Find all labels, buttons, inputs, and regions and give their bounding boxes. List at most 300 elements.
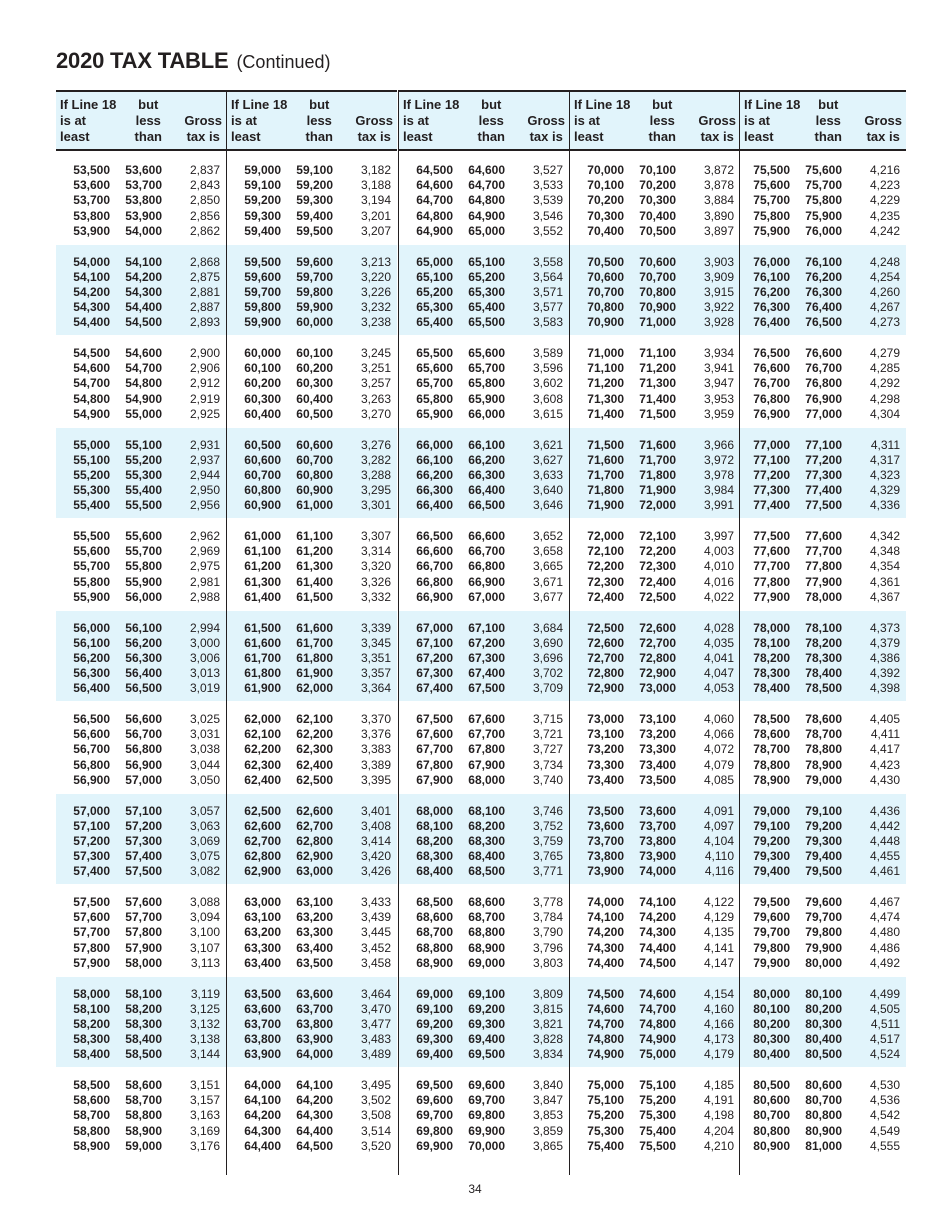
less-than-value: 63,700	[296, 1001, 333, 1016]
at-least-value: 76,400	[753, 315, 790, 330]
table-row	[740, 1093, 906, 1108]
at-least-value: 61,700	[244, 650, 281, 665]
less-than-value: 67,000	[468, 589, 505, 604]
less-than-value: 75,300	[639, 1108, 676, 1123]
less-than-value: 68,800	[468, 925, 505, 940]
at-least-value: 65,900	[416, 406, 453, 421]
table-row	[56, 621, 226, 636]
less-than-value: 77,800	[805, 559, 842, 574]
row-group	[56, 428, 226, 518]
less-than-value: 76,100	[805, 254, 842, 269]
at-least-value: 72,500	[587, 620, 624, 635]
gross-tax-value: 3,464	[360, 986, 391, 1001]
gross-tax-value: 3,941	[703, 361, 734, 376]
at-least-value: 61,200	[244, 559, 281, 574]
gross-tax-value: 3,834	[532, 1047, 563, 1062]
less-than-value: 75,100	[639, 1078, 676, 1092]
at-least-value: 65,100	[416, 269, 453, 284]
less-than-value: 78,700	[805, 727, 842, 742]
table-row	[56, 590, 226, 605]
gross-tax-value: 3,909	[703, 269, 734, 284]
row-group	[399, 153, 569, 243]
gross-tax-value: 4,448	[869, 833, 900, 848]
less-than-value: 71,600	[639, 437, 676, 452]
table-row	[570, 361, 740, 376]
at-least-value: 65,000	[416, 254, 453, 269]
table-row	[399, 1002, 569, 1017]
gross-tax-value: 4,035	[703, 635, 734, 650]
gross-tax-value: 4,041	[703, 650, 734, 665]
at-least-value: 58,700	[73, 1108, 110, 1123]
table-row	[227, 163, 397, 178]
table-row	[740, 941, 906, 956]
table-row	[740, 498, 906, 513]
table-row	[570, 468, 740, 483]
table-row	[56, 804, 226, 819]
at-least-value: 71,700	[587, 467, 624, 482]
less-than-value: 62,300	[296, 742, 333, 757]
at-least-value: 77,900	[753, 589, 790, 604]
row-group	[56, 885, 226, 975]
gross-tax-value: 3,803	[532, 955, 563, 970]
at-least-value: 80,600	[753, 1093, 790, 1108]
less-than-value: 56,500	[125, 681, 162, 696]
at-least-value: 60,000	[244, 346, 281, 360]
at-least-value: 63,600	[244, 1001, 281, 1016]
less-than-value: 62,800	[296, 833, 333, 848]
less-than-value: 66,900	[468, 574, 505, 589]
at-least-value: 57,200	[73, 833, 110, 848]
gross-tax-value: 4,536	[869, 1093, 900, 1108]
column-header	[570, 90, 740, 151]
less-than-value: 63,600	[296, 986, 333, 1001]
less-than-value: 67,800	[468, 742, 505, 757]
table-row	[399, 438, 569, 453]
table-row	[227, 346, 397, 361]
at-least-value: 77,000	[753, 437, 790, 452]
less-than-value: 73,800	[639, 833, 676, 848]
gross-tax-value: 4,047	[703, 666, 734, 681]
at-least-value: 62,200	[244, 742, 281, 757]
less-than-value: 76,500	[805, 315, 842, 330]
at-least-value: 73,400	[587, 772, 624, 787]
at-least-value: 80,700	[753, 1108, 790, 1123]
less-than-value: 65,100	[468, 254, 505, 269]
less-than-value: 73,600	[639, 803, 676, 818]
at-least-value: 63,800	[244, 1032, 281, 1047]
gross-tax-value: 2,925	[189, 406, 220, 421]
gross-tax-value: 3,809	[532, 986, 563, 1001]
less-than-value: 80,900	[805, 1123, 842, 1138]
less-than-value: 75,600	[805, 163, 842, 177]
less-than-value: 57,200	[125, 818, 162, 833]
gross-tax-value: 3,734	[532, 757, 563, 772]
table-row	[399, 819, 569, 834]
less-than-value: 60,100	[296, 346, 333, 360]
less-than-value: 54,300	[125, 284, 162, 299]
at-least-value: 60,700	[244, 467, 281, 482]
less-than-value: 77,700	[805, 544, 842, 559]
gross-tax-value: 4,166	[703, 1016, 734, 1031]
at-least-value: 64,100	[244, 1093, 281, 1108]
at-least-value: 56,100	[73, 635, 110, 650]
header-at-least: If Line 18 is at least	[403, 97, 460, 144]
gross-tax-value: 3,564	[532, 269, 563, 284]
at-least-value: 72,300	[587, 574, 624, 589]
table-row	[570, 712, 740, 727]
gross-tax-value: 4,292	[869, 376, 900, 391]
gross-tax-value: 4,499	[869, 986, 900, 1001]
row-group	[399, 611, 569, 701]
gross-tax-value: 3,038	[189, 742, 220, 757]
table-row	[56, 910, 226, 925]
table-row	[740, 575, 906, 590]
gross-tax-value: 4,147	[703, 955, 734, 970]
table-row	[227, 224, 397, 239]
table-row	[570, 742, 740, 757]
table-row	[570, 1047, 740, 1062]
less-than-value: 55,700	[125, 544, 162, 559]
less-than-value: 70,800	[639, 284, 676, 299]
less-than-value: 79,600	[805, 895, 842, 909]
table-row	[227, 1108, 397, 1123]
less-than-value: 71,000	[639, 315, 676, 330]
at-least-value: 72,900	[587, 681, 624, 696]
at-least-value: 65,500	[416, 346, 453, 360]
less-than-value: 54,600	[125, 346, 162, 360]
at-least-value: 64,800	[416, 208, 453, 223]
at-least-value: 79,100	[753, 818, 790, 833]
table-row	[399, 925, 569, 940]
gross-tax-value: 4,455	[869, 849, 900, 864]
gross-tax-value: 3,050	[189, 772, 220, 787]
row-group	[740, 885, 906, 975]
table-row	[740, 270, 906, 285]
table-row	[399, 987, 569, 1002]
less-than-value: 79,700	[805, 910, 842, 925]
table-row	[740, 621, 906, 636]
less-than-value: 54,900	[125, 391, 162, 406]
less-than-value: 63,300	[296, 925, 333, 940]
table-row	[570, 636, 740, 651]
less-than-value: 58,600	[125, 1078, 162, 1092]
row-group	[56, 702, 226, 792]
less-than-value: 72,800	[639, 650, 676, 665]
table-row	[399, 193, 569, 208]
less-than-value: 62,100	[296, 712, 333, 726]
less-than-value: 70,100	[639, 163, 676, 177]
table-row	[740, 376, 906, 391]
at-least-value: 73,900	[587, 864, 624, 879]
row-group	[570, 977, 740, 1067]
table-row	[227, 834, 397, 849]
table-row	[570, 163, 740, 178]
gross-tax-value: 4,229	[869, 193, 900, 208]
at-least-value: 67,500	[416, 712, 453, 726]
less-than-value: 69,600	[468, 1078, 505, 1092]
table-row	[399, 636, 569, 651]
at-least-value: 76,200	[753, 284, 790, 299]
at-least-value: 60,300	[244, 391, 281, 406]
at-least-value: 66,000	[416, 437, 453, 452]
less-than-value: 68,500	[468, 864, 505, 879]
header-less-than: but less than	[814, 97, 842, 144]
less-than-value: 77,300	[805, 467, 842, 482]
at-least-value: 65,400	[416, 315, 453, 330]
gross-tax-value: 3,746	[532, 803, 563, 818]
table-row	[740, 681, 906, 696]
at-least-value: 69,500	[416, 1078, 453, 1092]
at-least-value: 80,400	[753, 1047, 790, 1062]
row-group	[56, 153, 226, 243]
at-least-value: 65,600	[416, 361, 453, 376]
less-than-value: 76,000	[805, 223, 842, 238]
table-row	[570, 834, 740, 849]
less-than-value: 64,300	[296, 1108, 333, 1123]
gross-tax-value: 3,408	[360, 818, 391, 833]
gross-tax-value: 4,091	[703, 803, 734, 818]
at-least-value: 77,300	[753, 483, 790, 498]
gross-tax-value: 3,665	[532, 559, 563, 574]
less-than-value: 72,200	[639, 544, 676, 559]
at-least-value: 69,000	[416, 986, 453, 1001]
table-row	[56, 163, 226, 178]
less-than-value: 61,500	[296, 589, 333, 604]
at-least-value: 68,200	[416, 833, 453, 848]
gross-tax-value: 2,975	[189, 559, 220, 574]
gross-tax-value: 4,173	[703, 1032, 734, 1047]
less-than-value: 60,800	[296, 467, 333, 482]
less-than-value: 77,100	[805, 437, 842, 452]
table-row	[399, 1124, 569, 1139]
row-group	[56, 519, 226, 609]
at-least-value: 56,400	[73, 681, 110, 696]
row-group	[399, 519, 569, 609]
gross-tax-value: 3,169	[189, 1123, 220, 1138]
gross-tax-value: 3,144	[189, 1047, 220, 1062]
less-than-value: 72,100	[639, 529, 676, 543]
gross-tax-value: 4,110	[704, 849, 734, 864]
at-least-value: 63,300	[244, 940, 281, 955]
table-row	[227, 864, 397, 879]
less-than-value: 58,200	[125, 1001, 162, 1016]
at-least-value: 75,000	[587, 1078, 624, 1092]
table-row	[740, 804, 906, 819]
at-least-value: 57,700	[73, 925, 110, 940]
table-row	[399, 804, 569, 819]
table-row	[570, 575, 740, 590]
gross-tax-value: 3,094	[189, 910, 220, 925]
at-least-value: 74,200	[587, 925, 624, 940]
table-row	[56, 987, 226, 1002]
at-least-value: 67,900	[416, 772, 453, 787]
at-least-value: 59,300	[244, 208, 281, 223]
at-least-value: 61,400	[244, 589, 281, 604]
gross-tax-value: 4,474	[869, 910, 900, 925]
at-least-value: 56,600	[73, 727, 110, 742]
table-row	[740, 834, 906, 849]
header-gross-tax: Gross tax is	[184, 113, 222, 144]
table-row	[227, 483, 397, 498]
less-than-value: 61,900	[296, 666, 333, 681]
table-row	[56, 407, 226, 422]
at-least-value: 63,100	[244, 910, 281, 925]
gross-tax-value: 3,194	[360, 193, 391, 208]
table-row	[227, 621, 397, 636]
at-least-value: 55,000	[73, 437, 110, 452]
table-row	[740, 773, 906, 788]
gross-tax-value: 3,847	[532, 1093, 563, 1108]
less-than-value: 67,600	[468, 712, 505, 726]
gross-tax-value: 2,893	[189, 315, 220, 330]
at-least-value: 59,900	[244, 315, 281, 330]
table-row	[227, 681, 397, 696]
less-than-value: 68,600	[468, 895, 505, 909]
less-than-value: 65,600	[468, 346, 505, 360]
gross-tax-value: 2,950	[189, 483, 220, 498]
gross-tax-value: 3,176	[189, 1138, 220, 1153]
gross-tax-value: 4,480	[869, 925, 900, 940]
less-than-value: 57,000	[125, 772, 162, 787]
table-row	[570, 178, 740, 193]
less-than-value: 75,200	[639, 1093, 676, 1108]
table-row	[570, 666, 740, 681]
less-than-value: 61,000	[296, 498, 333, 513]
row-group	[227, 611, 397, 701]
at-least-value: 61,900	[244, 681, 281, 696]
at-least-value: 56,500	[73, 712, 110, 726]
table-row	[227, 544, 397, 559]
at-least-value: 54,800	[73, 391, 110, 406]
table-row	[570, 193, 740, 208]
row-group	[399, 977, 569, 1067]
gross-tax-value: 2,944	[189, 467, 220, 482]
at-least-value: 75,400	[587, 1138, 624, 1153]
row-group	[740, 428, 906, 518]
table-row	[227, 392, 397, 407]
at-least-value: 80,500	[753, 1078, 790, 1092]
table-row	[227, 636, 397, 651]
table-row	[56, 498, 226, 513]
less-than-value: 62,900	[296, 849, 333, 864]
at-least-value: 59,800	[244, 300, 281, 315]
gross-tax-value: 3,031	[189, 727, 220, 742]
less-than-value: 68,100	[468, 803, 505, 818]
table-row	[399, 483, 569, 498]
at-least-value: 55,700	[73, 559, 110, 574]
less-than-value: 60,200	[296, 361, 333, 376]
gross-tax-value: 4,417	[869, 742, 900, 757]
column-block	[226, 90, 397, 1175]
at-least-value: 66,600	[416, 544, 453, 559]
gross-tax-value: 3,489	[360, 1047, 391, 1062]
gross-tax-value: 3,006	[189, 650, 220, 665]
less-than-value: 76,400	[805, 300, 842, 315]
less-than-value: 69,900	[468, 1123, 505, 1138]
table-row	[570, 941, 740, 956]
at-least-value: 65,800	[416, 391, 453, 406]
less-than-value: 59,400	[296, 208, 333, 223]
less-than-value: 68,000	[468, 772, 505, 787]
less-than-value: 80,000	[805, 955, 842, 970]
at-least-value: 67,200	[416, 650, 453, 665]
table-row	[399, 681, 569, 696]
header-less-than: but less than	[305, 97, 333, 144]
table-row	[227, 178, 397, 193]
at-least-value: 78,500	[753, 712, 790, 726]
gross-tax-value: 3,044	[189, 757, 220, 772]
gross-tax-value: 4,354	[869, 559, 900, 574]
at-least-value: 58,100	[73, 1001, 110, 1016]
gross-tax-value: 3,458	[360, 955, 391, 970]
gross-tax-value: 4,242	[869, 223, 900, 238]
at-least-value: 67,800	[416, 757, 453, 772]
at-least-value: 55,900	[73, 589, 110, 604]
at-least-value: 75,900	[753, 223, 790, 238]
at-least-value: 80,900	[753, 1138, 790, 1153]
table-row	[740, 1108, 906, 1123]
table-row	[399, 178, 569, 193]
table-row	[570, 864, 740, 879]
table-row	[740, 636, 906, 651]
less-than-value: 56,200	[125, 635, 162, 650]
table-row	[740, 453, 906, 468]
gross-tax-value: 3,959	[703, 406, 734, 421]
at-least-value: 74,000	[587, 895, 624, 909]
page-title	[56, 48, 331, 74]
at-least-value: 67,100	[416, 635, 453, 650]
gross-tax-value: 3,069	[189, 833, 220, 848]
less-than-value: 62,200	[296, 727, 333, 742]
less-than-value: 55,400	[125, 483, 162, 498]
table-row	[399, 529, 569, 544]
gross-tax-value: 4,392	[869, 666, 900, 681]
table-row	[740, 1139, 906, 1154]
less-than-value: 71,400	[639, 391, 676, 406]
table-row	[56, 529, 226, 544]
gross-tax-value: 3,132	[189, 1016, 220, 1031]
less-than-value: 80,700	[805, 1093, 842, 1108]
gross-tax-value: 3,934	[703, 346, 734, 360]
gross-tax-value: 3,163	[189, 1108, 220, 1123]
gross-tax-value: 4,336	[869, 498, 900, 513]
less-than-value: 74,800	[639, 1016, 676, 1031]
table-row	[227, 590, 397, 605]
less-than-value: 72,300	[639, 559, 676, 574]
at-least-value: 71,900	[587, 498, 624, 513]
table-row	[570, 987, 740, 1002]
table-row	[56, 285, 226, 300]
less-than-value: 77,600	[805, 529, 842, 543]
row-group	[227, 1068, 397, 1158]
table-row	[227, 376, 397, 391]
table-row	[56, 1108, 226, 1123]
at-least-value: 60,100	[244, 361, 281, 376]
table-row	[570, 270, 740, 285]
at-least-value: 68,800	[416, 940, 453, 955]
at-least-value: 54,600	[73, 361, 110, 376]
gross-tax-value: 3,470	[360, 1001, 391, 1016]
at-least-value: 58,000	[73, 986, 110, 1001]
gross-tax-value: 4,141	[703, 940, 734, 955]
gross-tax-value: 3,339	[360, 620, 391, 635]
gross-tax-value: 3,520	[360, 1138, 391, 1153]
table-row	[570, 1139, 740, 1154]
at-least-value: 79,000	[753, 803, 790, 818]
table-row	[56, 178, 226, 193]
gross-tax-value: 3,671	[532, 574, 563, 589]
table-row	[56, 315, 226, 330]
